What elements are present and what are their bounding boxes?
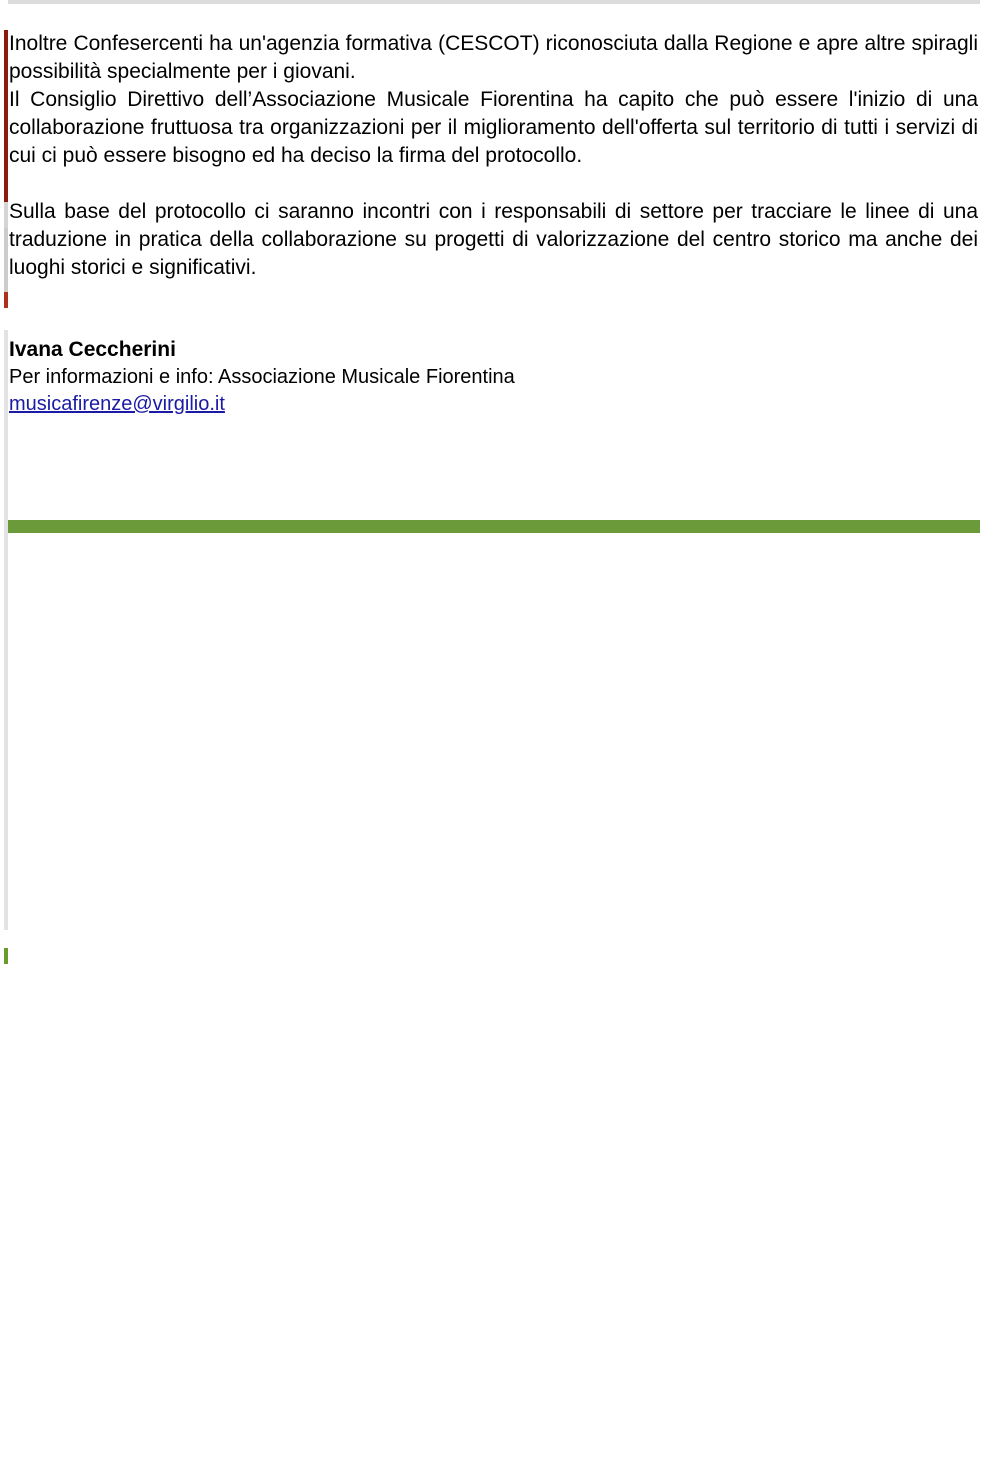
article-body [9, 30, 978, 282]
left-green-bar [4, 948, 8, 964]
paragraph-spacer [9, 170, 978, 198]
left-accent-bar [4, 30, 8, 202]
top-divider [8, 0, 980, 4]
section-divider-band [8, 520, 980, 533]
article-paragraph: Sulla base del protocollo ci saranno incontri con i responsabili di settore per tracciare le linee di una traduzione in pratica della collaborazione su progetti di valorizzazione del centro storico ma anche dei luoghi storici e significativi. [9, 200, 978, 279]
signature-block [9, 336, 978, 418]
left-gray-bar [4, 202, 8, 228]
email-link[interactable]: musicafirenze@virgilio.it [9, 393, 225, 415]
author-name: Ivana Ceccherini [9, 338, 176, 361]
contact-info: Per informazioni e info: Associazione Musicale Fiorentina [9, 366, 515, 388]
left-gray-bar [4, 330, 8, 930]
left-red-mark [4, 292, 8, 308]
left-gray-bar [4, 228, 8, 298]
article-paragraph: Inoltre Confesercenti ha un'agenzia formativa (CESCOT) riconosciuta dalla Regione e apre altre spiragli possibilità specialmente per i giovani. [9, 32, 978, 83]
article-paragraph: Il Consiglio Direttivo dell’Associazione Musicale Fiorentina ha capito che può essere l'inizio di una collaborazione fruttuosa tra organizzazioni per il miglioramento dell'offerta sul territorio di tutti i servizi di cui ci può essere bisogno ed ha deciso la firma del protocollo. [9, 88, 978, 167]
